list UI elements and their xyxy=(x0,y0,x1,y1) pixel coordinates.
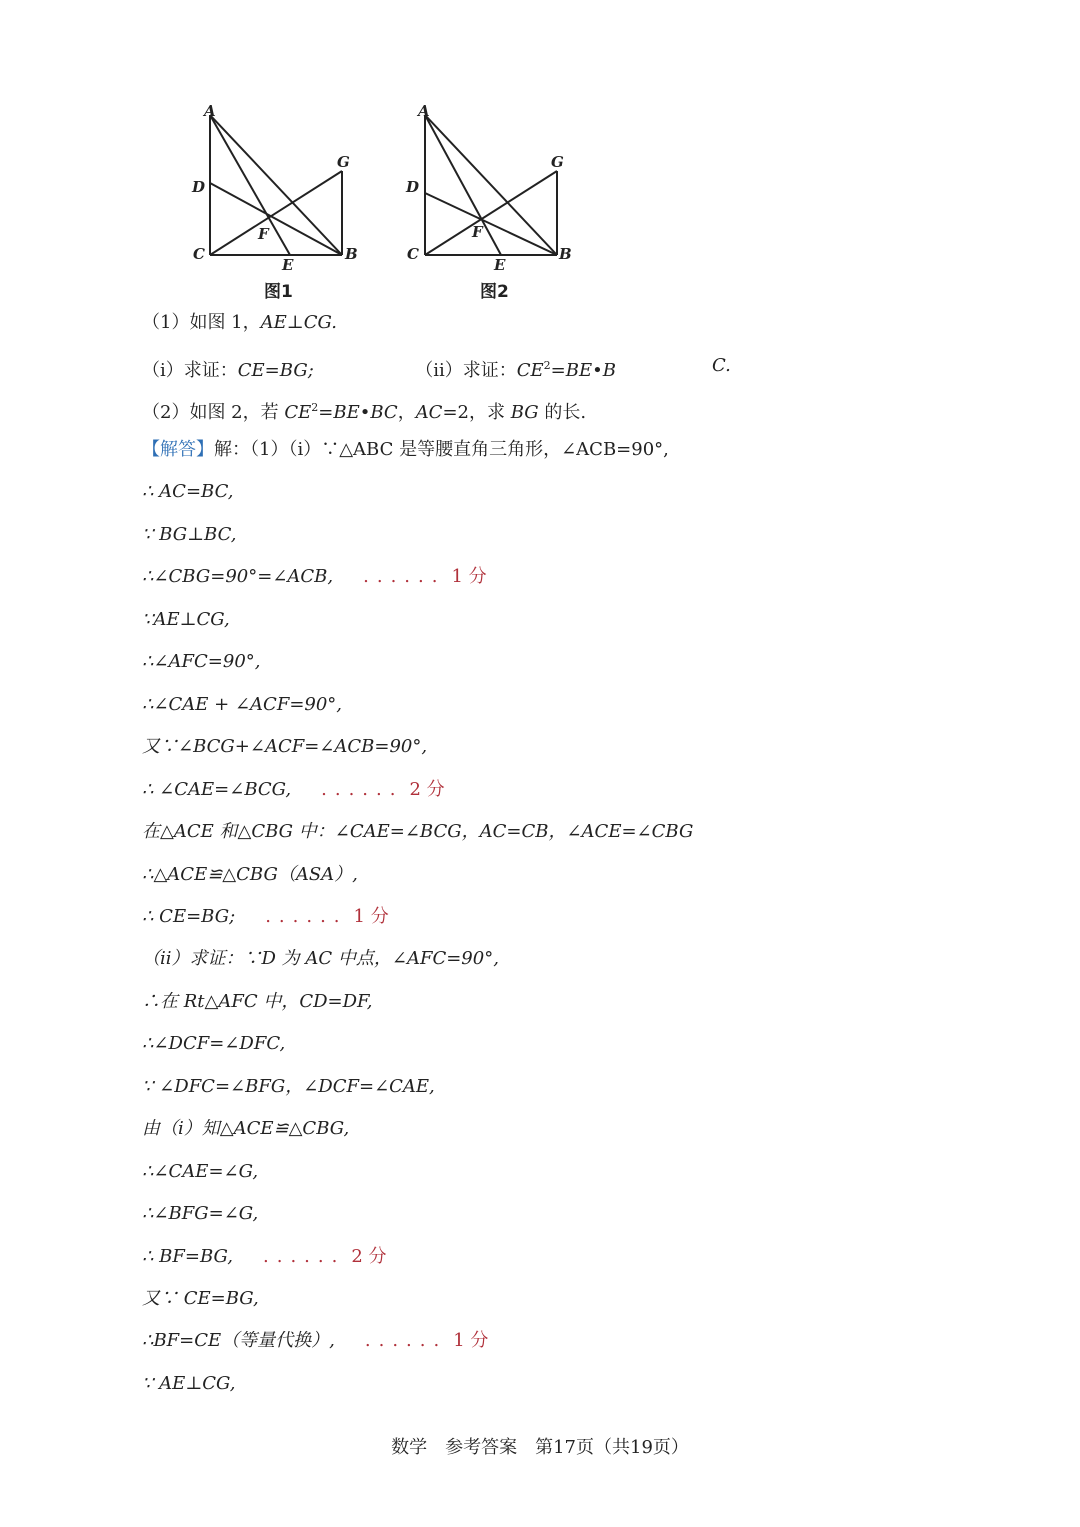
q1-i-label: （i）求证： xyxy=(142,360,238,381)
q1-ii-label: （ii）求证： xyxy=(415,360,517,381)
fig1-label-c: C xyxy=(193,245,205,263)
fig1-label-g: G xyxy=(337,153,350,171)
fig1-label-b: B xyxy=(345,245,358,263)
question-2 xyxy=(142,395,586,426)
score-dots: ...... xyxy=(364,1330,448,1351)
solution-line: ∴在 Rt△AFC 中，CD=DF, xyxy=(142,991,373,1012)
solution-line: ∴∠BFG=∠G, xyxy=(142,1203,259,1224)
q2-text-b: ， xyxy=(397,402,416,423)
q2-math-d: BG xyxy=(510,402,539,423)
fig2-label-g: G xyxy=(551,153,564,171)
q1-intro: （1）如图 1， xyxy=(142,312,261,333)
q1-ii-ce: CE xyxy=(516,360,544,381)
fig2-label-f: F xyxy=(472,223,483,241)
solution-line: ∵ AE⊥CG, xyxy=(142,1373,236,1394)
solution-line: ∴ BF=BG, ...... 2 分 xyxy=(142,1246,387,1267)
fig1-label-d: D xyxy=(192,178,206,196)
solution-line: 又∵ CE=BG, xyxy=(142,1288,259,1309)
fig1-label-e: E xyxy=(282,256,294,274)
fig2-label-d: D xyxy=(406,178,420,196)
solution-line: ∴∠CBG=90°=∠ACB, ...... 1 分 xyxy=(142,566,487,587)
score-mark: 1 分 xyxy=(453,1330,489,1351)
q2-superscript: 2 xyxy=(311,401,319,414)
solution-intro-text: 解：（1）（i）∵△ABC 是等腰直角三角形，∠ACB=90°, xyxy=(214,439,669,460)
q1-ii-superscript: 2 xyxy=(543,359,551,372)
solution-line: ∴∠AFC=90°, xyxy=(142,651,261,672)
fig2-label-c: C xyxy=(407,245,419,263)
solution-line: 又∵∠BCG+∠ACF=∠ACB=90°, xyxy=(142,736,428,757)
fig2-label-b: B xyxy=(559,245,572,263)
fig1-caption: 图1 xyxy=(264,282,293,302)
solution-line: ∴△ACE≌△CBG（ASA）, xyxy=(142,864,358,885)
score-dots: ...... xyxy=(321,779,404,800)
q2-math-a: CE xyxy=(284,402,312,423)
q1-condition: AE⊥CG. xyxy=(260,312,337,333)
figure-1 xyxy=(180,95,380,305)
score-mark: 2 分 xyxy=(409,779,445,800)
solution-line: ∵ BG⊥BC, xyxy=(142,524,237,545)
score-mark: 1 分 xyxy=(353,906,389,927)
solution-line: ∵ ∠DFC=∠BFG，∠DCF=∠CAE, xyxy=(142,1076,435,1097)
solution-line: ∴BF=CE（等量代换）, ...... 1 分 xyxy=(142,1330,489,1351)
solution-line: 在△ACE 和△CBG 中：∠CAE=∠BCG，AC=CB，∠ACE=∠CBG xyxy=(142,821,694,842)
score-dots: ...... xyxy=(363,566,446,587)
q2-text-d: 的长. xyxy=(538,402,587,423)
question-1 xyxy=(142,310,337,336)
q1-ii-rhs: =BE•B xyxy=(550,360,616,381)
solution-line: ∵AE⊥CG, xyxy=(142,609,230,630)
q2-math-c: AC xyxy=(415,402,443,423)
solution-intro xyxy=(142,437,669,463)
q1-ii-tail-text: C. xyxy=(712,355,731,376)
solution-line: 由（i）知△ACE≌△CBG, xyxy=(142,1118,350,1139)
fig1-label-f: F xyxy=(258,225,269,243)
fig2-label-e: E xyxy=(494,256,506,274)
q1-ii-tail xyxy=(712,353,731,379)
solution-line: ∴∠CAE + ∠ACF=90°, xyxy=(142,694,343,715)
score-mark: 2 分 xyxy=(351,1246,387,1267)
solution-line: ∴ ∠CAE=∠BCG, ...... 2 分 xyxy=(142,779,445,800)
fig2-caption: 图2 xyxy=(480,282,509,302)
solution-tag: 【解答】 xyxy=(142,439,214,460)
fig2-label-a: A xyxy=(418,102,430,120)
page-footer: 数学 参考答案 第17页（共19页） xyxy=(391,1437,689,1458)
score-dots: ...... xyxy=(265,906,348,927)
q2-text-c: =2，求 xyxy=(442,402,511,423)
solution-line: ∴ AC=BC, xyxy=(142,481,234,502)
q2-text-a: （2）如图 2，若 xyxy=(142,402,285,423)
q1-i-statement: CE=BG; xyxy=(237,360,314,381)
solution-line: （ii）求证：∵D 为 AC 中点，∠AFC=90°, xyxy=(142,948,499,969)
fig1-label-a: A xyxy=(204,102,216,120)
solution-line: ∴∠CAE=∠G, xyxy=(142,1161,259,1182)
q2-math-b: =BE•BC xyxy=(318,402,398,423)
question-1-parts xyxy=(142,353,616,384)
score-dots: ...... xyxy=(263,1246,346,1267)
score-mark: 1 分 xyxy=(451,566,487,587)
solution-line: ∴ CE=BG; ...... 1 分 xyxy=(142,906,389,927)
solution-line: ∴∠DCF=∠DFC, xyxy=(142,1033,286,1054)
